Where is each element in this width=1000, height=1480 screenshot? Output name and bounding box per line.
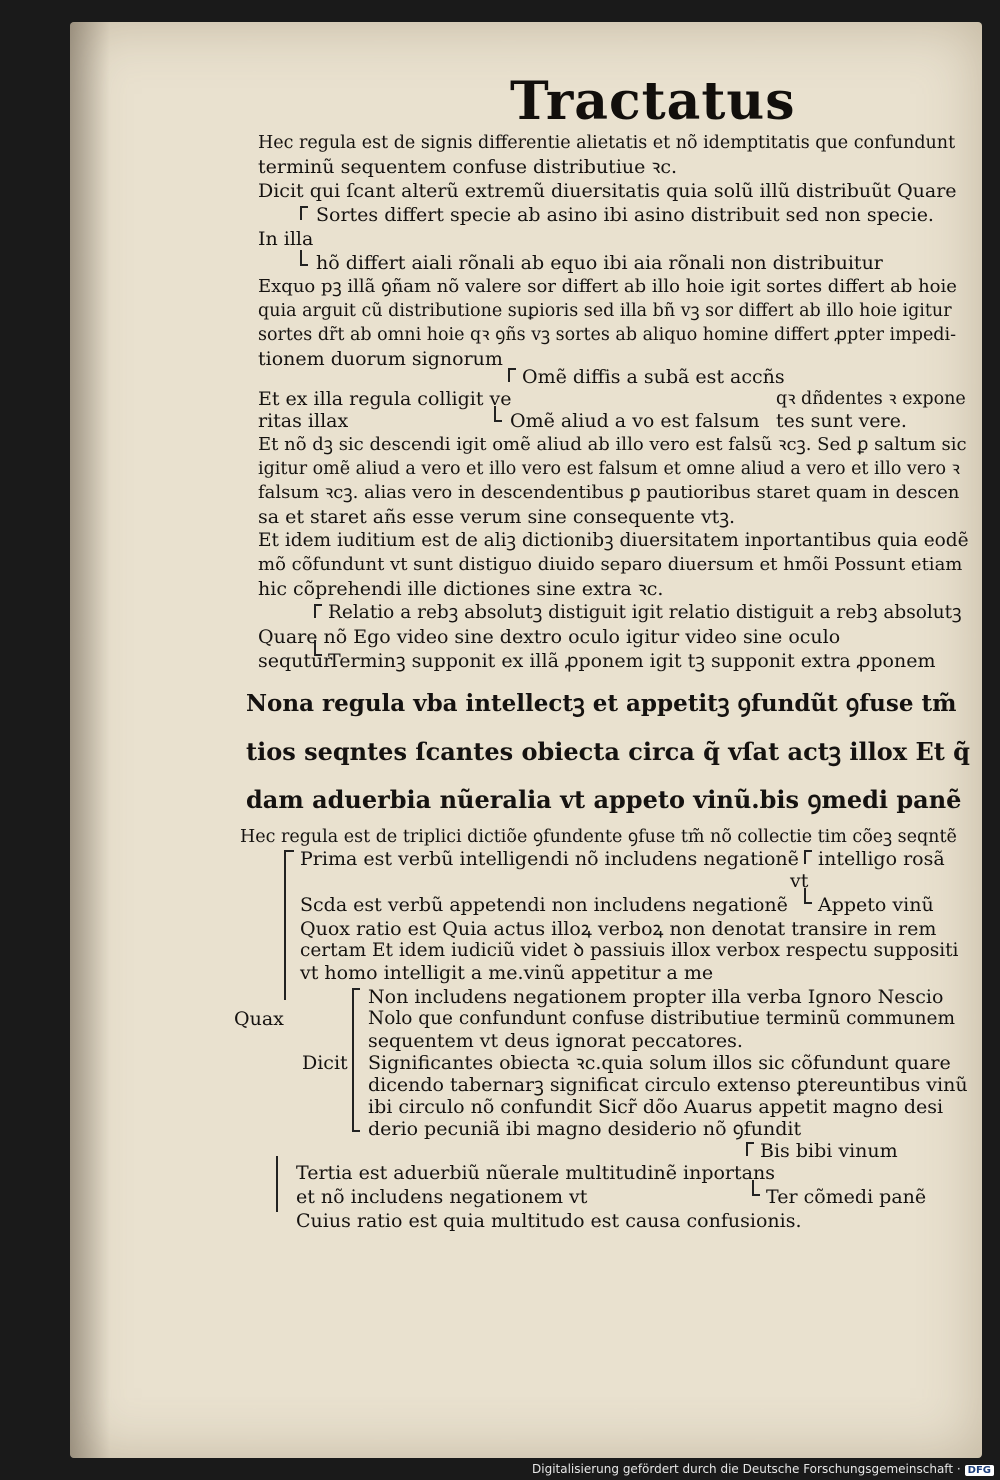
page-title: Tractatus [510, 71, 796, 132]
text-line: mõ cõfundunt vt sunt distiguo diuido separo diuersum et hmõi Possunt etiam [258, 554, 963, 575]
bracket [352, 1130, 360, 1132]
page-spine-shadow [70, 22, 110, 1458]
bracket [494, 420, 502, 422]
text-line: tionem duorum signorum [258, 348, 503, 370]
bracket [284, 850, 294, 852]
text-line: Omẽ aliud a vo est falsum [510, 410, 760, 432]
text-line: terminũ sequentem confuse distributiue ꝛc. [258, 156, 678, 178]
credit-text: Digitalisierung gefördert durch die Deutsche Forschungsgemeinschaft · [532, 1462, 961, 1476]
bracket [300, 250, 302, 264]
text-line: hic cõprehendi ille dictiones sine extra ꝛc. [258, 578, 664, 600]
bracket [314, 640, 316, 654]
text-line: tes sunt vere. [776, 410, 907, 432]
bracket [752, 1194, 760, 1196]
text-line: Nolo que confundunt confuse distributiue terminũ communem [368, 1008, 956, 1029]
text-line: vt [790, 870, 809, 892]
bracket [284, 850, 286, 1000]
bracket [804, 902, 812, 904]
marginal-label: Dicit [302, 1052, 348, 1074]
rule-heading-line: dam aduerbia nũeralia vt appeto vinũ.bis ꝯmedi panẽ [246, 785, 962, 814]
text-line: Significantes obiecta ꝛc.quia solum illos sic cõfundunt quare [368, 1052, 951, 1074]
bracket [804, 850, 806, 864]
text-line: sequtur [258, 650, 333, 672]
text-line: dicendo tabernarꝫ significat circulo extenso ꝑtereuntibus vinũ [368, 1074, 968, 1096]
text-line: Quox ratio est Quia actus illoꝝ verboꝝ non denotat transire in rem [300, 918, 937, 940]
marginal-label: Quax [234, 1008, 284, 1030]
bracket [752, 1180, 754, 1194]
text-line: Scda est verbũ appetendi non includens negationẽ [300, 894, 788, 916]
rule-heading-line: tios seqntes ſcantes obiecta circa q̃ vſat actꝫ illox Et q̃ [246, 737, 970, 766]
text-line: Omẽ diffis a subã est accñs [522, 366, 785, 388]
text-line: intelligo rosã [818, 848, 945, 870]
text-line: Hec regula est de signis differentie alietatis et nõ idemptitatis que confundunt [258, 133, 956, 153]
text-line: sequentem vt deus ignorat peccatores. [368, 1030, 743, 1052]
text-line: Hec regula est de triplici dictiõe ꝯfundente ꝯfuse tm̃ nõ collectie tim cõeꝫ seqntẽ [240, 827, 957, 847]
text-line: vt homo intelligit a me.vinũ appetitur a me [300, 962, 714, 984]
text-line: sa et staret añs esse verum sine consequente vtꝫ. [258, 506, 736, 528]
text-line: Exquo pꝫ illã ꝯñam nõ valere sor differt ab illo hoie igit sortes differt ab hoie [258, 276, 957, 297]
bracket [276, 1156, 278, 1212]
bracket [746, 1142, 748, 1156]
book-page [70, 22, 982, 1458]
text-line: Sortes differt specie ab asino ibi asino distribuit sed non specie. [316, 204, 934, 226]
text-line: Et nõ dꝫ sic descendi igit omẽ aliud ab illo vero est falsũ ꝛcꝫ. Sed ꝑ saltum sic [258, 434, 967, 455]
text-line: certam Et idem iudiciũ videt ꝺ passiuis illox verbox respectu suppositi [300, 940, 959, 961]
text-line: et nõ includens negationem vt [296, 1186, 588, 1208]
text-line: hõ differt aiali rõnali ab equo ibi aia rõnali non distribuitur [316, 252, 883, 274]
bracket [352, 988, 354, 1130]
rule-heading-line: Nona regula vba intellectꝫ et appetitꝫ ꝯfundũt ꝯfuse tm̃ [246, 690, 957, 717]
text-line: Et ex illa regula colligit ve [258, 388, 512, 410]
text-line: Quare nõ Ego video sine dextro oculo igitur video sine oculo [258, 626, 841, 648]
digitization-credit [532, 1462, 994, 1476]
bracket [314, 654, 322, 656]
bracket [300, 264, 308, 266]
text-line: In illa [258, 228, 314, 250]
text-line: Appeto vinũ [818, 894, 934, 916]
text-line: Non includens negationem propter illa verba Ignoro Nescio [368, 986, 944, 1008]
bracket [508, 368, 510, 382]
text-line: derio pecuniã ibi magno desiderio nõ ꝯfundit [368, 1118, 802, 1140]
text-line: sortes dr̃t ab omni hoie qꝛ ꝯñs vꝫ sortes ab aliquo homine differt ꝓpter impedi- [258, 325, 957, 345]
text-line: Et idem iuditium est de aliꝫ dictionibꝫ diuersitatem inportantibus quia eodẽ [258, 530, 969, 551]
bracket [300, 206, 302, 220]
dfg-logo: DFG [965, 1465, 994, 1476]
text-line: quia arguit cũ distributione suꝑioris sed illa bñ vꝫ sor differt ab illo hoie igitur [258, 301, 952, 321]
text-line: Cuius ratio est quia multitudo est causa confusionis. [296, 1210, 802, 1232]
text-line: Dicit qui ſcant alterũ extremũ diuersitatis quia solũ illũ distribuũt Quare [258, 180, 957, 202]
text-line: igitur omẽ aliud a vero et illo vero est falsum et omne aliud a vero et illo vero ꝛ [258, 459, 960, 479]
text-line: falsum ꝛcꝫ. alias vero in descendentibus ꝑ pautioribus staret quam in descen [258, 482, 960, 503]
text-line: Ter cõmedi panẽ [766, 1186, 927, 1208]
text-line: Relatio a rebꝫ absolutꝫ distiguit igit relatio distiguit a rebꝫ absolutꝫ [328, 602, 962, 623]
text-line: Bis bibi vinum [760, 1140, 898, 1162]
text-line: Terminꝫ supponit ex illã ꝓponem igit tꝫ supponit extra ꝓponem [328, 650, 936, 672]
text-line: Tertia est aduerbiũ nũerale multitudinẽ inportans [296, 1162, 775, 1184]
bracket [494, 406, 496, 420]
text-line: qꝛ dñdentes ꝛ expone [776, 389, 966, 409]
text-line: ritas illax [258, 410, 349, 432]
bracket [314, 604, 316, 618]
bracket [804, 888, 806, 902]
text-line: ibi circulo nõ confundit Sicr̃ dõo Auarus appetit magno desi [368, 1096, 944, 1118]
text-line: Prima est verbũ intelligendi nõ includens negationẽ [300, 848, 799, 870]
